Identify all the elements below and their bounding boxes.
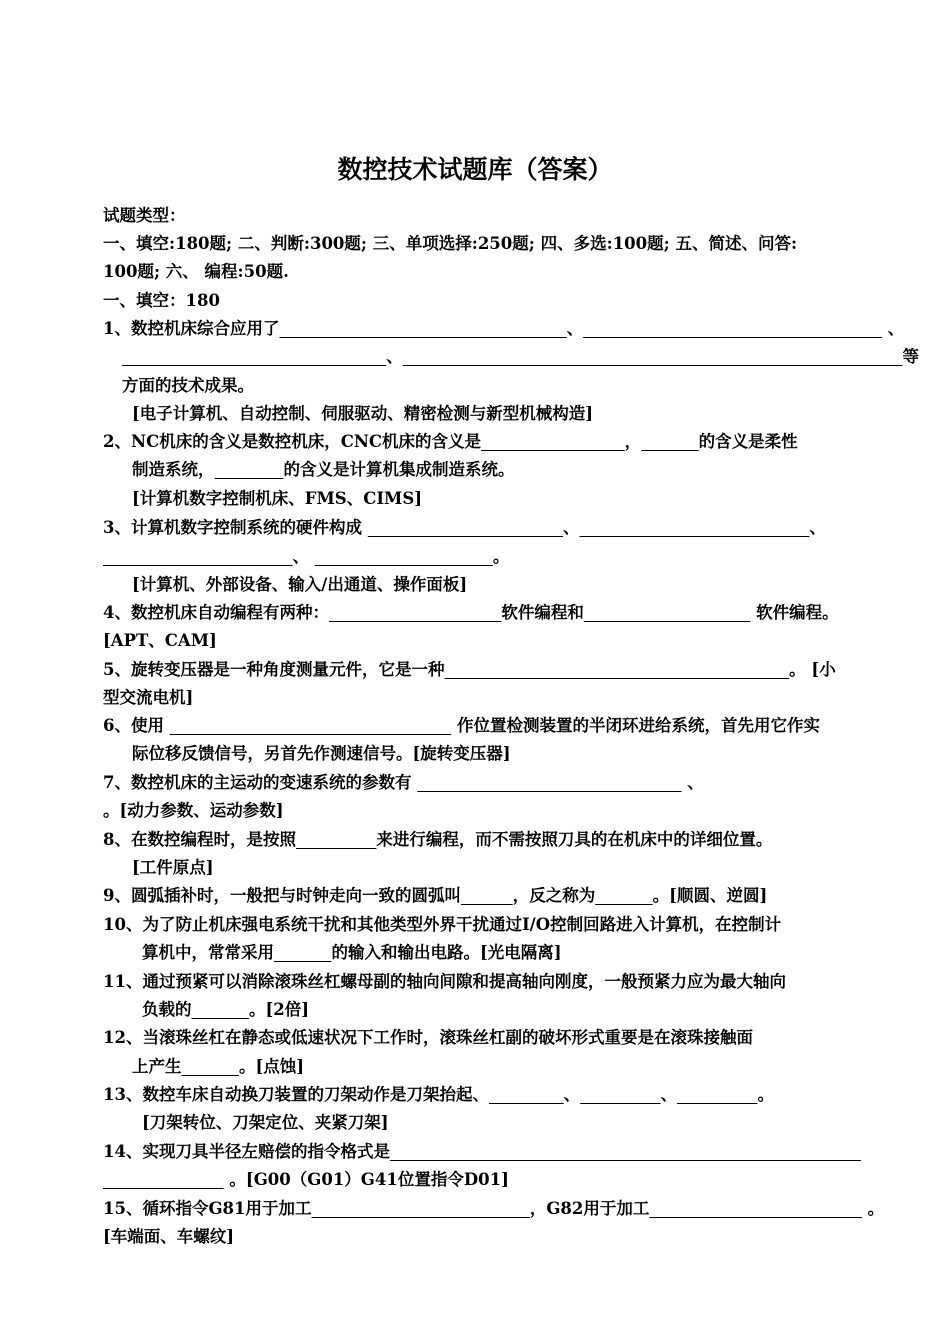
blank — [170, 716, 451, 735]
q5-line-1 — [103, 658, 836, 682]
q3-line-2 — [103, 545, 509, 569]
q4-line-1 — [103, 601, 839, 625]
text-fragment: 、 — [887, 319, 905, 338]
q7-line-1 — [103, 771, 704, 795]
text-fragment: 、 — [563, 1085, 581, 1104]
text-fragment: 1、数控机床综合应用了 — [103, 319, 280, 338]
q2-line-1 — [103, 430, 798, 454]
q2-line-2 — [132, 458, 514, 482]
q12-line-1: 12、当滚珠丝杠在静态或低速状况下工作时，滚珠丝杠副的破坏形式重要是在滚珠接触面 — [103, 1028, 753, 1047]
text-fragment: ，G82用于加工 — [529, 1199, 650, 1218]
blank — [641, 432, 698, 451]
text-fragment: 。 — [492, 547, 510, 566]
blank — [329, 603, 501, 622]
blank — [649, 1199, 862, 1218]
text-fragment: 软件编程和 — [501, 603, 584, 622]
text-fragment: 负载的 — [142, 1000, 192, 1019]
text-fragment: 7、数控机床的主运动的变速系统的参数有 — [103, 773, 412, 792]
q12-line-2 — [132, 1055, 304, 1079]
blank — [215, 460, 284, 479]
q13-answer: [刀架转位、刀架定位、夹紧刀架] — [142, 1113, 389, 1132]
text-fragment: 8、在数控编程时，是按照 — [103, 830, 296, 849]
text-fragment: 的输入和输出电路。[光电隔离] — [331, 943, 562, 962]
q2-answer: [计算机数字控制机床、FMS、CIMS] — [132, 489, 423, 508]
q1-line-3: 方面的技术成果。 — [122, 376, 254, 395]
text-fragment: 。[G00（G01）G41位置指令D01] — [229, 1170, 509, 1189]
text-fragment: 上产生 — [132, 1057, 182, 1076]
q11-line-2 — [142, 998, 309, 1022]
q14-line-1 — [103, 1140, 861, 1164]
text-fragment: 、 — [563, 518, 580, 537]
blank — [481, 432, 625, 451]
blank — [461, 886, 513, 905]
text-fragment: 。[点蚀] — [238, 1057, 305, 1076]
q6-line-2: 际位移反馈信号，另首先作测速信号。[旋转变压器] — [132, 744, 511, 763]
text-fragment: 。 — [757, 1085, 774, 1104]
blank — [489, 1085, 564, 1104]
text-fragment: 的含义是计算机集成制造系统。 — [283, 460, 515, 479]
types-line-2: 100题; 六、 编程:50题. — [103, 262, 289, 281]
blank — [444, 660, 789, 679]
section-fill-blank: 一、填空：180 — [103, 291, 220, 310]
text-fragment: 15、循环指令G81用于加工 — [103, 1199, 312, 1218]
blank — [595, 886, 652, 905]
q10-line-2 — [142, 941, 562, 965]
blank — [580, 1085, 660, 1104]
q1-answer: [电子计算机、自动控制、伺服驱动、精密检测与新型机械构造] — [132, 404, 594, 423]
q15-answer: [车端面、车螺纹] — [103, 1227, 235, 1246]
blank — [103, 547, 293, 566]
types-header: 试题类型： — [103, 206, 186, 225]
q5-line-2: 型交流电机] — [103, 688, 194, 707]
text-fragment: 4、数控机床自动编程有两种： — [103, 603, 329, 622]
q9-line-1 — [103, 884, 767, 908]
types-line-1: 一、填空:180题; 二、判断:300题; 三、单项选择:250题; 四、多选:100题; 五、简述、问答: — [103, 234, 798, 253]
blank — [182, 1057, 239, 1076]
text-fragment: 、 — [566, 319, 584, 338]
text-fragment: 算机中，常常采用 — [142, 943, 274, 962]
text-fragment: 、 — [292, 547, 310, 566]
blank — [312, 1199, 530, 1218]
q13-line-1 — [103, 1083, 774, 1107]
q14-line-2 — [103, 1168, 509, 1192]
blank — [296, 830, 376, 849]
text-fragment: 、 — [687, 773, 704, 792]
blank — [580, 518, 810, 537]
text-fragment: 、 — [386, 347, 403, 366]
page-title: 数控技术试题库（答案） — [337, 155, 613, 184]
blank — [279, 319, 566, 338]
text-fragment: 5、旋转变压器是一种角度测量元件，它是一种 — [103, 660, 445, 679]
text-fragment: 2、NC机床的含义是数控机床，CNC机床的含义是 — [103, 432, 482, 451]
blank — [122, 347, 386, 366]
blank — [677, 1085, 757, 1104]
blank — [315, 547, 493, 566]
q11-line-1: 11、通过预紧可以消除滚珠丝杠螺母副的轴向间隙和提高轴向刚度，一般预紧力应为最大轴向 — [103, 972, 786, 991]
text-fragment: 9、圆弧插补时，一般把与时钟走向一致的圆弧叫 — [103, 886, 461, 905]
text-fragment: 13、数控车床自动换刀装置的刀架动作是刀架抬起、 — [103, 1085, 489, 1104]
q1-line-2 — [122, 345, 919, 369]
text-fragment: 软件编程。 — [756, 603, 839, 622]
text-fragment: 。[2倍] — [248, 1000, 310, 1019]
text-fragment: 来进行编程，而不需按照刀具的在机床中的详细位置。 — [376, 830, 773, 849]
blank — [192, 1000, 249, 1019]
blank — [390, 1142, 861, 1161]
text-fragment: 作位置检测装置的半闭环进给系统，首先用它作实 — [456, 716, 820, 735]
q15-line-1 — [103, 1197, 884, 1221]
text-fragment: 的含义是柔性 — [698, 432, 798, 451]
blank — [368, 518, 563, 537]
q10-line-1: 10、为了防止机床强电系统干扰和其他类型外界干扰通过I/O控制回路进入计算机，在控制计 — [103, 915, 782, 934]
text-fragment: 等 — [902, 347, 920, 366]
blank — [103, 1170, 224, 1189]
blank — [274, 943, 331, 962]
q8-line-1 — [103, 828, 772, 852]
blank — [417, 773, 681, 792]
text-fragment: ， — [624, 432, 642, 451]
blank — [584, 603, 751, 622]
text-fragment: ，反之称为 — [512, 886, 596, 905]
q3-line-1 — [103, 516, 826, 540]
text-fragment: 3、计算机数字控制系统的硬件构成 — [103, 518, 362, 537]
blank — [403, 347, 903, 366]
text-fragment: 。 — [867, 1199, 885, 1218]
text-fragment: 14、实现刀具半径左赔偿的指令格式是 — [103, 1142, 390, 1161]
blank — [583, 319, 882, 338]
q7-line-2: 。[动力参数、运动参数] — [103, 801, 284, 820]
text-fragment: 、 — [660, 1085, 678, 1104]
q1-line-1 — [103, 317, 904, 341]
q3-answer: [计算机、外部设备、输入/出通道、操作面板] — [132, 575, 468, 594]
q4-answer: [APT、CAM] — [103, 631, 217, 650]
q6-line-1 — [103, 714, 820, 738]
text-fragment: 、 — [809, 518, 826, 537]
text-fragment: 6、使用 — [103, 716, 164, 735]
text-fragment: 。[顺圆、逆圆] — [652, 886, 768, 905]
text-fragment: 制造系统， — [132, 460, 215, 479]
text-fragment: 。 [小 — [789, 660, 836, 679]
q8-answer: [工件原点] — [132, 858, 214, 877]
